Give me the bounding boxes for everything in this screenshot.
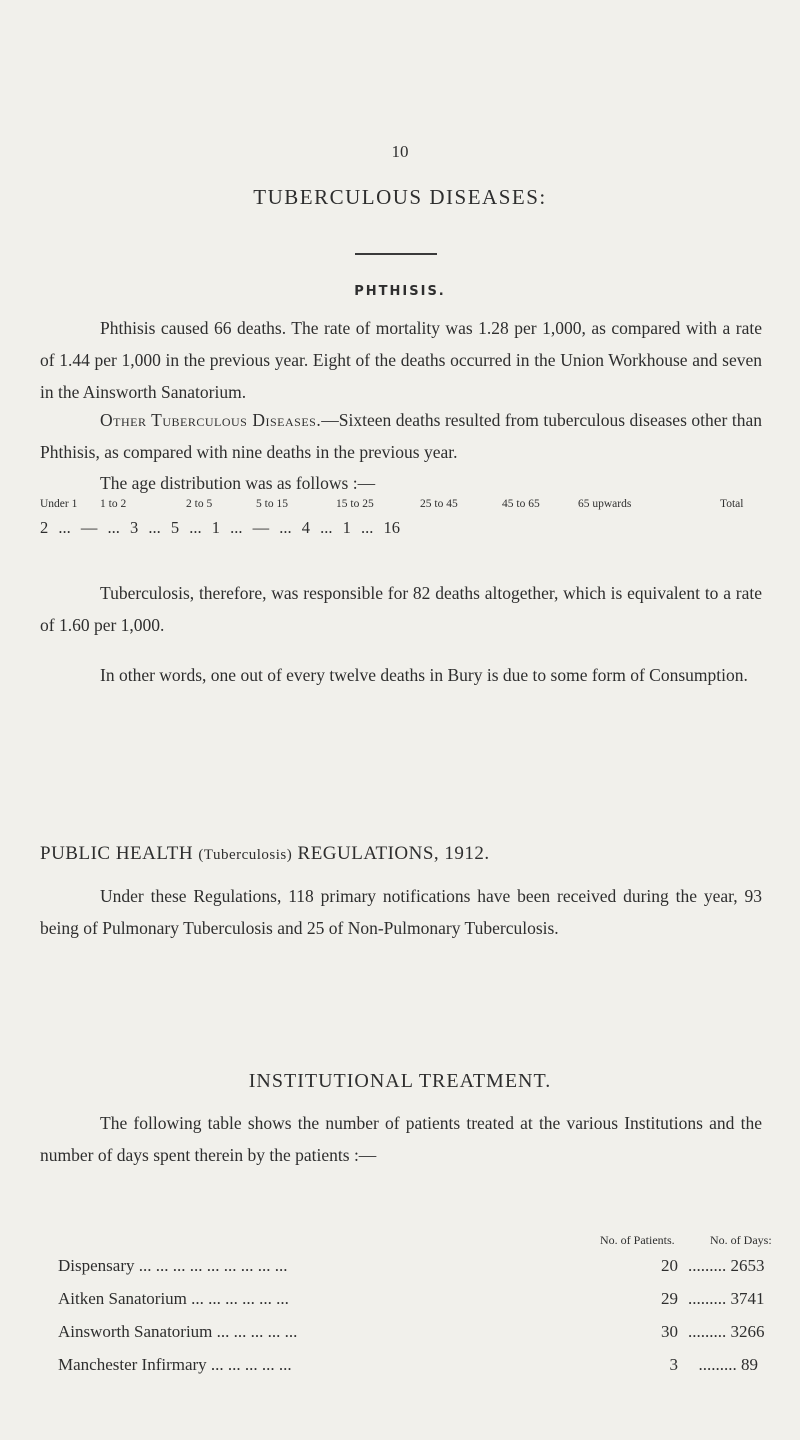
- institution-name: Aitken Sanatorium ... ... ... ... ... ...: [58, 1289, 289, 1308]
- tuberculosis-summary-text: Tuberculosis, therefore, was responsible for 82 deaths altogether, which is equivalent to a rate of 1.60 per 1,000.: [40, 583, 762, 635]
- tuberculosis-summary: [40, 577, 762, 641]
- days-column-header: No. of Days:: [710, 1233, 772, 1247]
- patients-column-header: No. of Patients.: [600, 1233, 675, 1247]
- age-col-25-45: 25 to 45: [420, 498, 458, 510]
- age-col-total: Total: [720, 498, 744, 510]
- phthisis-heading: PHTHISIS.: [354, 284, 446, 299]
- institution-name: Dispensary ... ... ... ... ... ... ... ... ...: [58, 1256, 288, 1275]
- age-col-45-65: 45 to 65: [502, 498, 540, 510]
- age-col-under-1: Under 1: [40, 498, 78, 510]
- other-diseases-text: —Sixteen deaths resulted from tuberculous diseases other than Phthisis, as compared with nine deaths in the previous year.: [40, 410, 762, 462]
- days-count: ......... 3741: [688, 1289, 765, 1308]
- phthisis-paragraph: [40, 312, 762, 408]
- institution-name: Manchester Infirmary ... ... ... ... ...: [58, 1355, 292, 1374]
- institutional-heading: INSTITUTIONAL TREATMENT.: [248, 1070, 552, 1092]
- institutional-intro-text: The following table shows the number of patients treated at the various Institutions and the number of days spent therein by the patients :—: [40, 1113, 762, 1165]
- days-count: ......... 3266: [688, 1322, 765, 1341]
- regulations-heading-small: (Tuberculosis): [198, 847, 293, 863]
- age-col-1-2: 1 to 2: [100, 498, 127, 510]
- regulations-heading-end: REGULATIONS, 1912.: [297, 843, 490, 864]
- age-intro: [40, 467, 762, 499]
- age-col-5-15: 5 to 15: [256, 498, 288, 510]
- days-count: ......... 89: [698, 1355, 758, 1374]
- age-values-line: 2 ... — ... 3 ... 5 ... 1 ... — ... 4 ... 1 ... 16: [40, 518, 400, 537]
- consumption-summary-text: In other words, one out of every twelve deaths in Bury is due to some form of Consumption.: [100, 665, 748, 685]
- other-diseases-lead: Other Tuberculous Diseases.: [100, 410, 322, 430]
- institutional-intro: [40, 1107, 762, 1171]
- patients-count: 20: [661, 1256, 678, 1275]
- phthisis-text: Phthisis caused 66 deaths. The rate of mortality was 1.28 per 1,000, as compared with a rate of 1.44 per 1,000 in the previous year. Eight of the deaths occurred in the Union Workhouse and seven in the Ainsworth Sanatorium.: [40, 318, 762, 402]
- regulations-heading: [40, 843, 762, 865]
- consumption-summary: [40, 659, 762, 691]
- regulations-text: Under these Regulations, 118 primary notifications have been received during the year, 93 being of Pulmonary Tuberculosis and 25 of Non-Pulmonary Tuberculosis.: [40, 886, 762, 938]
- regulations-paragraph: [40, 880, 762, 944]
- age-col-15-25: 15 to 25: [336, 498, 374, 510]
- page-title: TUBERCULOUS DISEASES:: [253, 185, 547, 209]
- regulations-heading-main: PUBLIC HEALTH: [40, 843, 194, 864]
- patients-count: 29: [661, 1289, 678, 1308]
- other-diseases-paragraph: [40, 404, 762, 468]
- age-col-2-5: 2 to 5: [186, 498, 213, 510]
- age-intro-text: The age distribution was as follows :—: [100, 473, 376, 493]
- patients-count: 30: [661, 1322, 678, 1341]
- patients-count: 3: [669, 1355, 678, 1374]
- days-count: ......... 2653: [688, 1256, 765, 1275]
- title-divider: [355, 253, 437, 255]
- institution-name: Ainsworth Sanatorium ... ... ... ... ...: [58, 1322, 298, 1341]
- page-number: 10: [391, 142, 409, 161]
- age-col-65-up: 65 upwards: [578, 498, 632, 510]
